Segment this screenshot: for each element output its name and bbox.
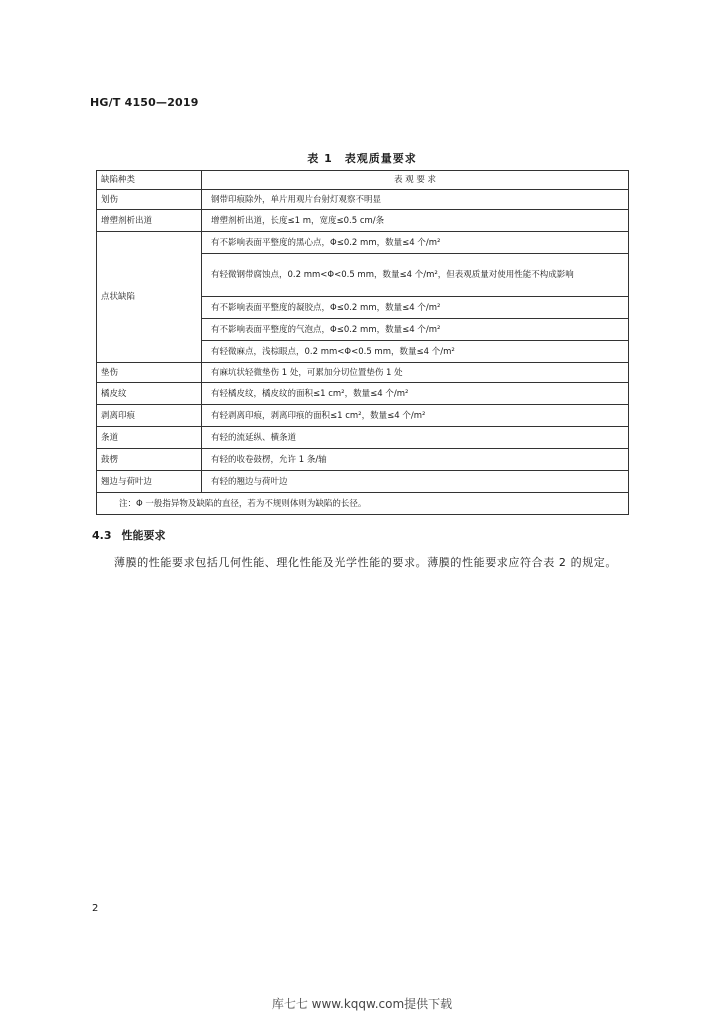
section-number: 4.3	[92, 529, 112, 542]
table-row	[97, 449, 629, 471]
download-watermark: 库七七 www.kqqw.com提供下载	[271, 997, 453, 1011]
requirement-cell: 有不影响表面平整度的气泡点，Φ≤0.2 mm，数量≤4 个/m²	[202, 319, 629, 341]
section-title: 性能要求	[121, 529, 166, 542]
defect-cell: 条道	[97, 427, 202, 449]
requirement-cell: 有轻橘皮纹，橘皮纹的面积≤1 cm²，数量≤4 个/m²	[202, 383, 629, 405]
table-header-defect: 缺陷种类	[97, 171, 202, 190]
requirement-cell: 有麻坑状轻微垫伤 1 处，可累加分切位置垫伤 1 处	[202, 363, 629, 383]
requirement-cell: 增塑剂析出道，长度≤1 m，宽度≤0.5 cm/条	[202, 210, 629, 232]
table-row	[97, 210, 629, 232]
defect-cell: 橘皮纹	[97, 383, 202, 405]
table-row	[97, 190, 629, 210]
section-heading	[92, 527, 166, 543]
requirement-cell: 有轻的收卷鼓楞，允许 1 条/轴	[202, 449, 629, 471]
table-row	[97, 471, 629, 493]
table-note: 注：Φ 一般指异物及缺陷的直径，若为不规则体则为缺陷的长径。	[97, 493, 629, 515]
table-row	[97, 363, 629, 383]
table-title-text: 表观质量要求	[344, 152, 417, 165]
defect-cell: 增塑剂析出道	[97, 210, 202, 232]
section-paragraph: 薄膜的性能要求包括几何性能、理化性能及光学性能的要求。薄膜的性能要求应符合表 2 的规定。	[114, 556, 617, 569]
defect-cell: 剥离印痕	[97, 405, 202, 427]
table-note-row	[97, 493, 629, 515]
appearance-quality-table	[96, 170, 629, 515]
requirement-cell: 有不影响表面平整度的黑心点，Φ≤0.2 mm，数量≤4 个/m²	[202, 232, 629, 254]
table-row	[97, 405, 629, 427]
requirement-cell: 钢带印痕除外，单片用观片台射灯观察不明显	[202, 190, 629, 210]
page-number: 2	[92, 903, 99, 914]
requirement-cell: 有轻微麻点，浅棕眼点，0.2 mm<Φ<0.5 mm，数量≤4 个/m²	[202, 341, 629, 363]
table-number: 表 1	[307, 152, 333, 165]
defect-cell: 点状缺陷	[97, 232, 202, 363]
defect-cell: 垫伤	[97, 363, 202, 383]
requirement-cell: 有轻微钢带腐蚀点，0.2 mm<Φ<0.5 mm，数量≤4 个/m²，但表观质量对使用性能不构成影响	[202, 254, 629, 297]
requirement-cell: 有不影响表面平整度的凝胶点，Φ≤0.2 mm，数量≤4 个/m²	[202, 297, 629, 319]
defect-cell: 翘边与荷叶边	[97, 471, 202, 493]
table-header-requirement: 表 观 要 求	[202, 171, 629, 190]
defect-cell: 划伤	[97, 190, 202, 210]
table-title	[0, 150, 724, 166]
requirement-cell: 有轻的翘边与荷叶边	[202, 471, 629, 493]
requirement-cell: 有轻的流延纵、横条道	[202, 427, 629, 449]
standard-code: HG/T 4150—2019	[90, 96, 199, 109]
requirement-cell: 有轻剥离印痕，剥离印痕的面积≤1 cm²，数量≤4 个/m²	[202, 405, 629, 427]
table-row	[97, 232, 629, 254]
table-row	[97, 427, 629, 449]
table-row	[97, 383, 629, 405]
defect-cell: 鼓楞	[97, 449, 202, 471]
